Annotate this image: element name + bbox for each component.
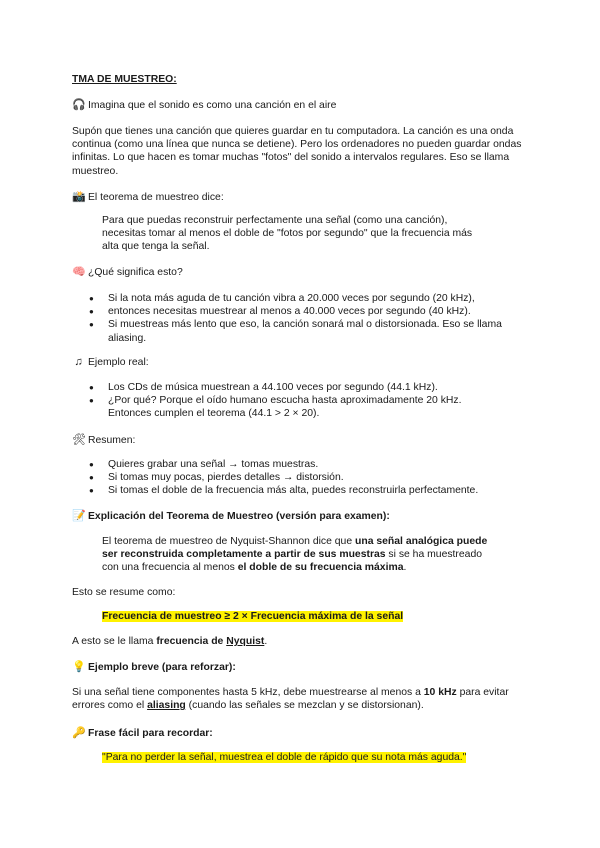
- summary-label: Resumen:: [88, 435, 136, 446]
- list-item: ● Si muestreas más lento que eso, la canción sonará mal o distorsionada. Eso se llama aliasing.: [74, 318, 514, 344]
- phrase-highlight: "Para no perder la señal, muestrea el doble de rápido que su nota más aguda.": [102, 752, 467, 763]
- nyquist-line: [72, 635, 532, 648]
- exam-bold-part: el doble de su frecuencia máxima: [237, 562, 404, 574]
- intro-text: Imagina que el sonido es como una canción en el aire: [88, 100, 337, 111]
- meaning-list: [74, 292, 514, 345]
- brief-text: [72, 686, 522, 712]
- nyquist-text: A esto se le llama: [72, 636, 157, 647]
- resume-label: Esto se resume como:: [72, 587, 176, 598]
- music-note-icon: ♫: [74, 356, 83, 368]
- example-heading: [72, 356, 532, 369]
- theorem-text: Para que puedas reconstruir perfectamente una señal (como una canción), necesitas tomar al menos el doble de "fotos por segundo" que la frecuencia más alta que tenga la señal.: [102, 215, 473, 253]
- tools-icon: 🛠: [72, 434, 86, 446]
- lightbulb-icon: 💡: [72, 661, 86, 673]
- list-item: ● Si tomas muy pocas, pierdes detalles → distorsión.: [74, 471, 544, 484]
- brief-text-part: Si una señal tiene componentes hasta 5 kHz, debe muestrearse al menos a: [72, 687, 424, 698]
- theorem-label: El teorema de muestreo dice:: [88, 192, 224, 203]
- phrase-heading: [72, 727, 532, 740]
- list-item: ● ¿Por qué? Porque el oído humano escucha hasta aproximadamente 20 kHz. Entonces cumplen el teorema (44.1 > 2 × 20).: [74, 394, 494, 420]
- brief-label: Ejemplo breve (para reforzar):: [88, 662, 236, 673]
- theorem-heading: [72, 191, 532, 204]
- exam-heading: [72, 510, 532, 523]
- brief-bold-part: 10 kHz: [423, 687, 457, 698]
- writing-hand-icon: 📝: [72, 510, 86, 522]
- intro-line: [72, 99, 532, 112]
- summary-list: [74, 458, 544, 498]
- brief-text-part: para evitar errores como el: [72, 687, 509, 712]
- meaning-label: ¿Qué significa esto?: [88, 267, 183, 278]
- key-icon: 🔑: [72, 727, 86, 739]
- summary-heading: [72, 434, 532, 447]
- headphones-icon: 🎧: [72, 99, 86, 111]
- exam-text-part: El teorema de muestreo de Nyquist-Shannon dice que: [102, 536, 355, 547]
- camera-flash-icon: 📸: [72, 191, 86, 203]
- phrase-label: Frase fácil para recordar:: [88, 728, 213, 739]
- brief-text-part: (cuando las señales se mezclan y se distorsionan).: [185, 700, 424, 712]
- aliasing-term: aliasing: [147, 700, 186, 712]
- exam-text-part: si se ha muestreado con una frecuencia al menos: [102, 549, 483, 574]
- list-item: ● Si la nota más aguda de tu canción vibra a 20.000 veces por segundo (20 kHz),: [74, 292, 514, 305]
- intro-paragraph: Supón que tienes una canción que quieres guardar en tu computadora. La canción es una onda continua (como una línea que nunca se detiene). Pero los ordenadores no pueden guardar ondas infinitas. Lo que hacen es tomar muchas "fotos" del sonido a intervalos regulares. Eso se llama muestreo.: [72, 126, 522, 177]
- phrase-quote: [102, 751, 466, 764]
- nyquist-name: Nyquist: [226, 636, 265, 647]
- list-item: ● entonces necesitas muestrear al menos a 40.000 veces por segundo (40 kHz).: [74, 305, 514, 318]
- exam-text: [102, 535, 492, 575]
- brief-heading: [72, 661, 532, 674]
- nyquist-bold: frecuencia de: [156, 636, 227, 647]
- nyquist-text: .: [264, 636, 268, 647]
- list-item: ● Los CDs de música muestrean a 44.100 veces por segundo (44.1 kHz).: [74, 381, 494, 394]
- page-title: TMA DE MUESTREO:: [72, 74, 177, 85]
- exam-text-part: .: [403, 562, 407, 574]
- brain-icon: 🧠: [72, 266, 86, 278]
- formula: [102, 610, 403, 623]
- exam-bold-part: una señal analógica puede ser reconstruida completamente a partir de sus muestras: [102, 536, 488, 561]
- list-item: ● Si tomas el doble de la frecuencia más alta, puedes reconstruirla perfectamente.: [74, 484, 544, 497]
- list-item: ● Quieres grabar una señal → tomas muestras.: [74, 458, 544, 471]
- meaning-heading: [72, 266, 532, 279]
- example-label: Ejemplo real:: [88, 357, 149, 368]
- formula-highlight: Frecuencia de muestreo ≥ 2 × Frecuencia máxima de la señal: [102, 611, 404, 622]
- example-list: [74, 381, 494, 421]
- exam-label: Explicación del Teorema de Muestreo (versión para examen):: [88, 511, 390, 522]
